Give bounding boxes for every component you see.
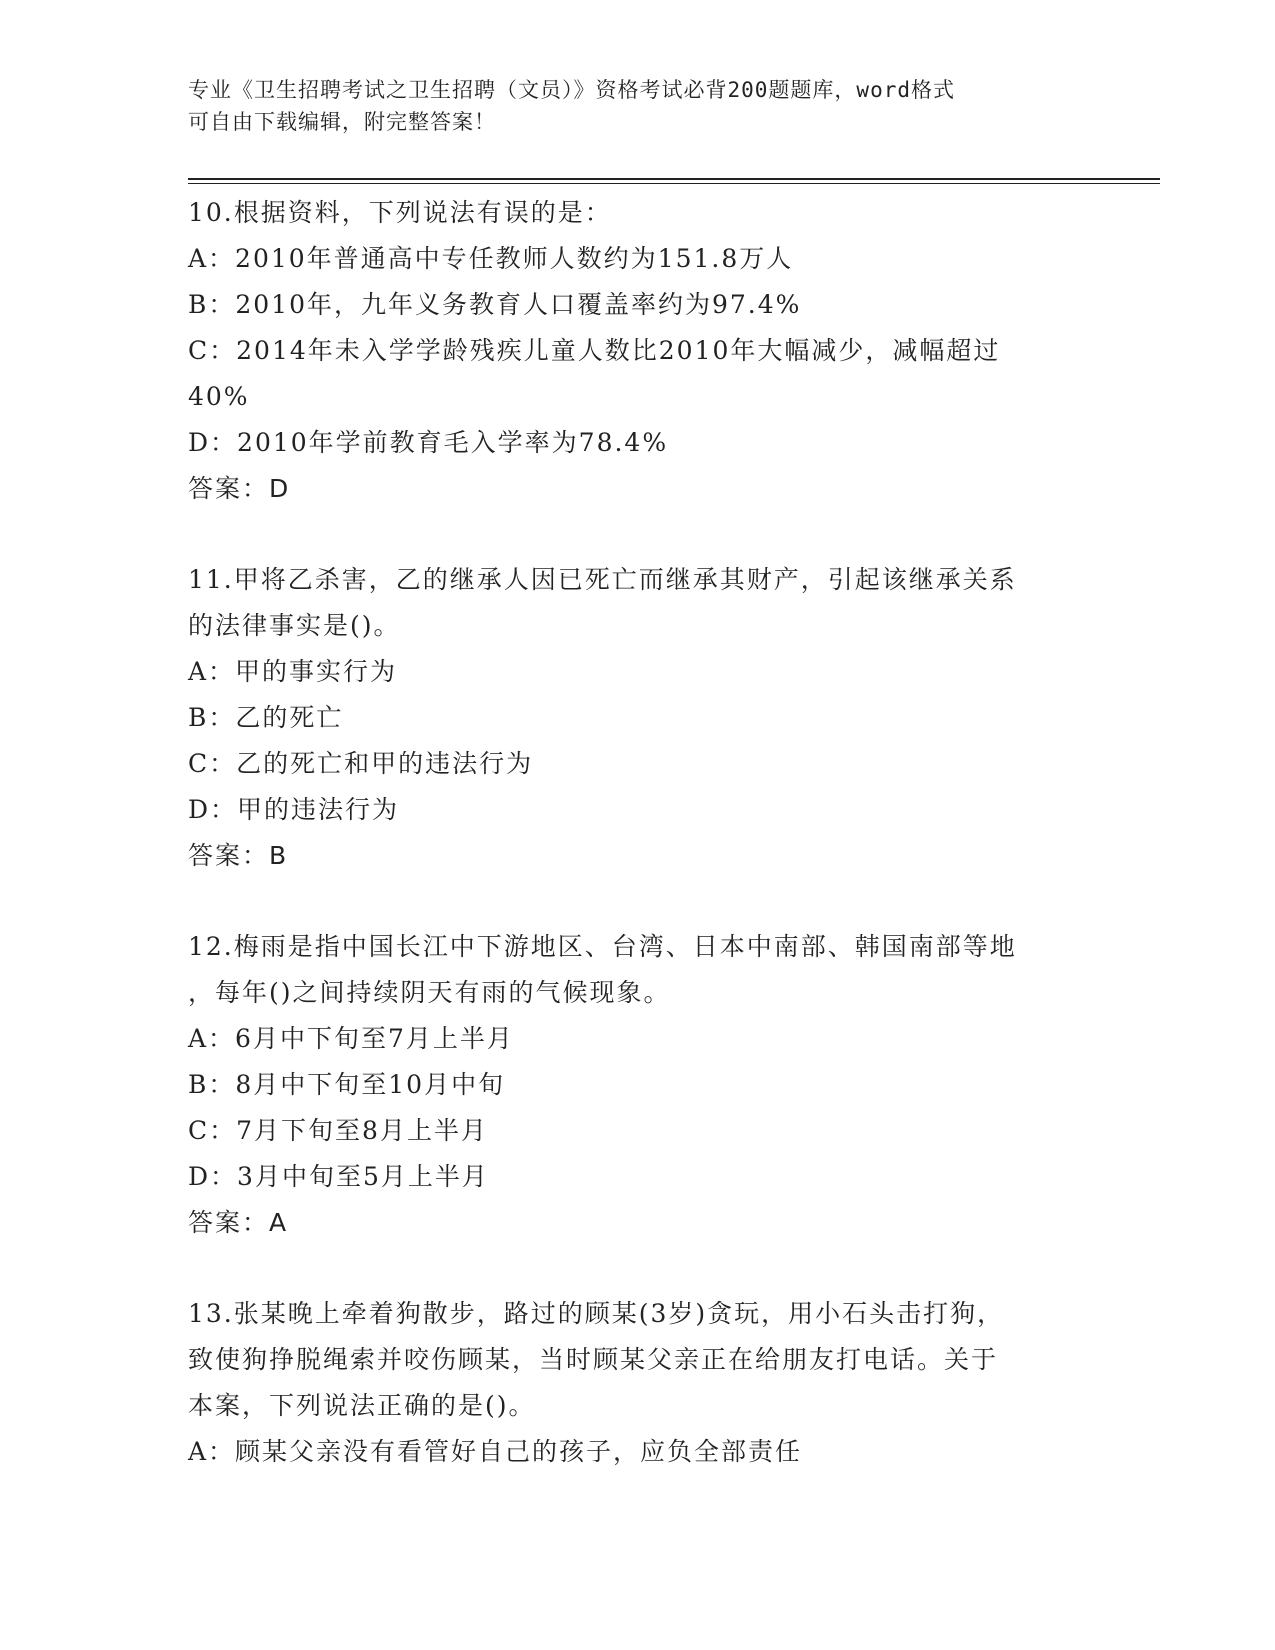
header-divider-thin — [188, 183, 1160, 184]
answer-key: 答案：D — [188, 474, 291, 503]
answer-option: B：2010年，九年义务教育人口覆盖率约为97.4% — [188, 290, 802, 319]
answer-option: C：2014年未入学学龄残疾儿童人数比2010年大幅减少，减幅超过 — [188, 336, 1001, 365]
question-spacer — [188, 879, 1088, 924]
question-stem: ，每年()之间持续阴天有雨的气候现象。 — [188, 978, 671, 1007]
question-stem: 13.张某晚上牵着狗散步，路过的顾某(3岁)贪玩，用小石头击打狗， — [188, 1299, 1005, 1328]
question-stem: 12.梅雨是指中国长江中下游地区、台湾、日本中南部、韩国南部等地 — [188, 932, 1017, 961]
question-block — [188, 924, 1088, 1246]
answer-option: 40% — [188, 382, 250, 411]
question-block — [188, 557, 1088, 879]
answer-option: D：甲的违法行为 — [188, 795, 400, 824]
header-line-2: 可自由下载编辑，附完整答案！ — [188, 110, 496, 134]
answer-option: A：2010年普通高中专任教师人数约为151.8万人 — [188, 244, 794, 273]
answer-option: C：乙的死亡和甲的违法行为 — [188, 749, 534, 778]
answer-option: C：7月下旬至8月上半月 — [188, 1116, 488, 1145]
question-stem: 本案，下列说法正确的是()。 — [188, 1391, 536, 1420]
answer-option: A：甲的事实行为 — [188, 657, 398, 686]
answer-key: 答案：B — [188, 841, 289, 870]
question-spacer — [188, 512, 1088, 557]
question-block — [188, 190, 1088, 512]
document-header — [188, 74, 1068, 138]
answer-option: B：乙的死亡 — [188, 703, 344, 732]
answer-key: 答案：A — [188, 1208, 289, 1237]
header-divider-thick — [188, 178, 1160, 180]
question-block — [188, 1291, 1088, 1475]
answer-option: D：2010年学前教育毛入学率为78.4% — [188, 428, 669, 457]
question-stem: 致使狗挣脱绳索并咬伤顾某，当时顾某父亲正在给朋友打电话。关于 — [188, 1345, 999, 1374]
question-stem: 11.甲将乙杀害，乙的继承人因已死亡而继承其财产，引起该继承关系 — [188, 565, 1017, 594]
question-spacer — [188, 1246, 1088, 1291]
question-list — [188, 190, 1088, 1475]
question-stem: 的法律事实是()。 — [188, 611, 401, 640]
header-line-1: 专业《卫生招聘考试之卫生招聘（文员）》资格考试必背200题题库，word格式 — [188, 78, 955, 102]
question-stem: 10.根据资料，下列说法有误的是： — [188, 198, 612, 227]
answer-option: A：6月中下旬至7月上半月 — [188, 1024, 514, 1053]
answer-option: A：顾某父亲没有看管好自己的孩子，应负全部责任 — [188, 1437, 803, 1466]
answer-option: B：8月中下旬至10月中旬 — [188, 1070, 506, 1099]
answer-option: D：3月中旬至5月上半月 — [188, 1162, 489, 1191]
